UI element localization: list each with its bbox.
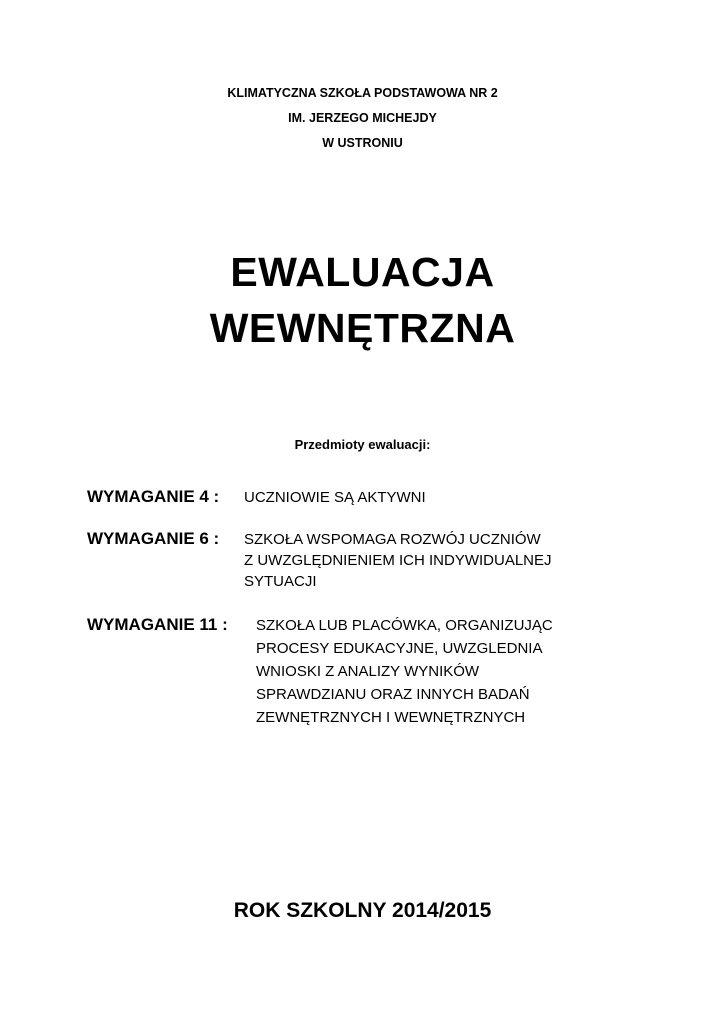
school-city-line: W USTRONIU (322, 136, 403, 150)
requirement-text: PROCESY EDUKACYJNE, UWZGLEDNIA (256, 640, 543, 657)
requirement-text: SPRAWDZIANU ORAZ INNYCH BADAŃ (256, 686, 530, 703)
title-line-1: EWALUACJA (230, 249, 495, 295)
requirement-label: WYMAGANIE 6 : (87, 529, 220, 548)
subjects-heading: Przedmioty ewaluacji: (294, 437, 431, 452)
requirement-text: SZKOŁA LUB PLACÓWKA, ORGANIZUJĄC (256, 617, 553, 634)
requirement-text: UCZNIOWIE SĄ AKTYWNI (244, 489, 426, 506)
requirement-label: WYMAGANIE 11 : (87, 615, 228, 634)
requirement-text: SZKOŁA WSPOMAGA ROZWÓJ UCZNIÓW (244, 531, 541, 548)
requirement-text: SYTUACJI (244, 573, 317, 590)
school-name-line: KLIMATYCZNA SZKOŁA PODSTAWOWA NR 2 (227, 86, 498, 100)
school-year: ROK SZKOLNY 2014/2015 (233, 899, 492, 922)
title-line-2: WEWNĘTRZNA (209, 305, 516, 351)
requirement-label: WYMAGANIE 4 : (87, 487, 220, 506)
school-patron-line: IM. JERZEGO MICHEJDY (288, 111, 437, 125)
requirement-text: WNIOSKI Z ANALIZY WYNIKÓW (256, 663, 480, 680)
requirement-text: ZEWNĘTRZNYCH I WEWNĘTRZNYCH (256, 709, 526, 726)
requirement-text: Z UWZGLĘDNIENIEM ICH INDYWIDUALNEJ (244, 552, 552, 569)
